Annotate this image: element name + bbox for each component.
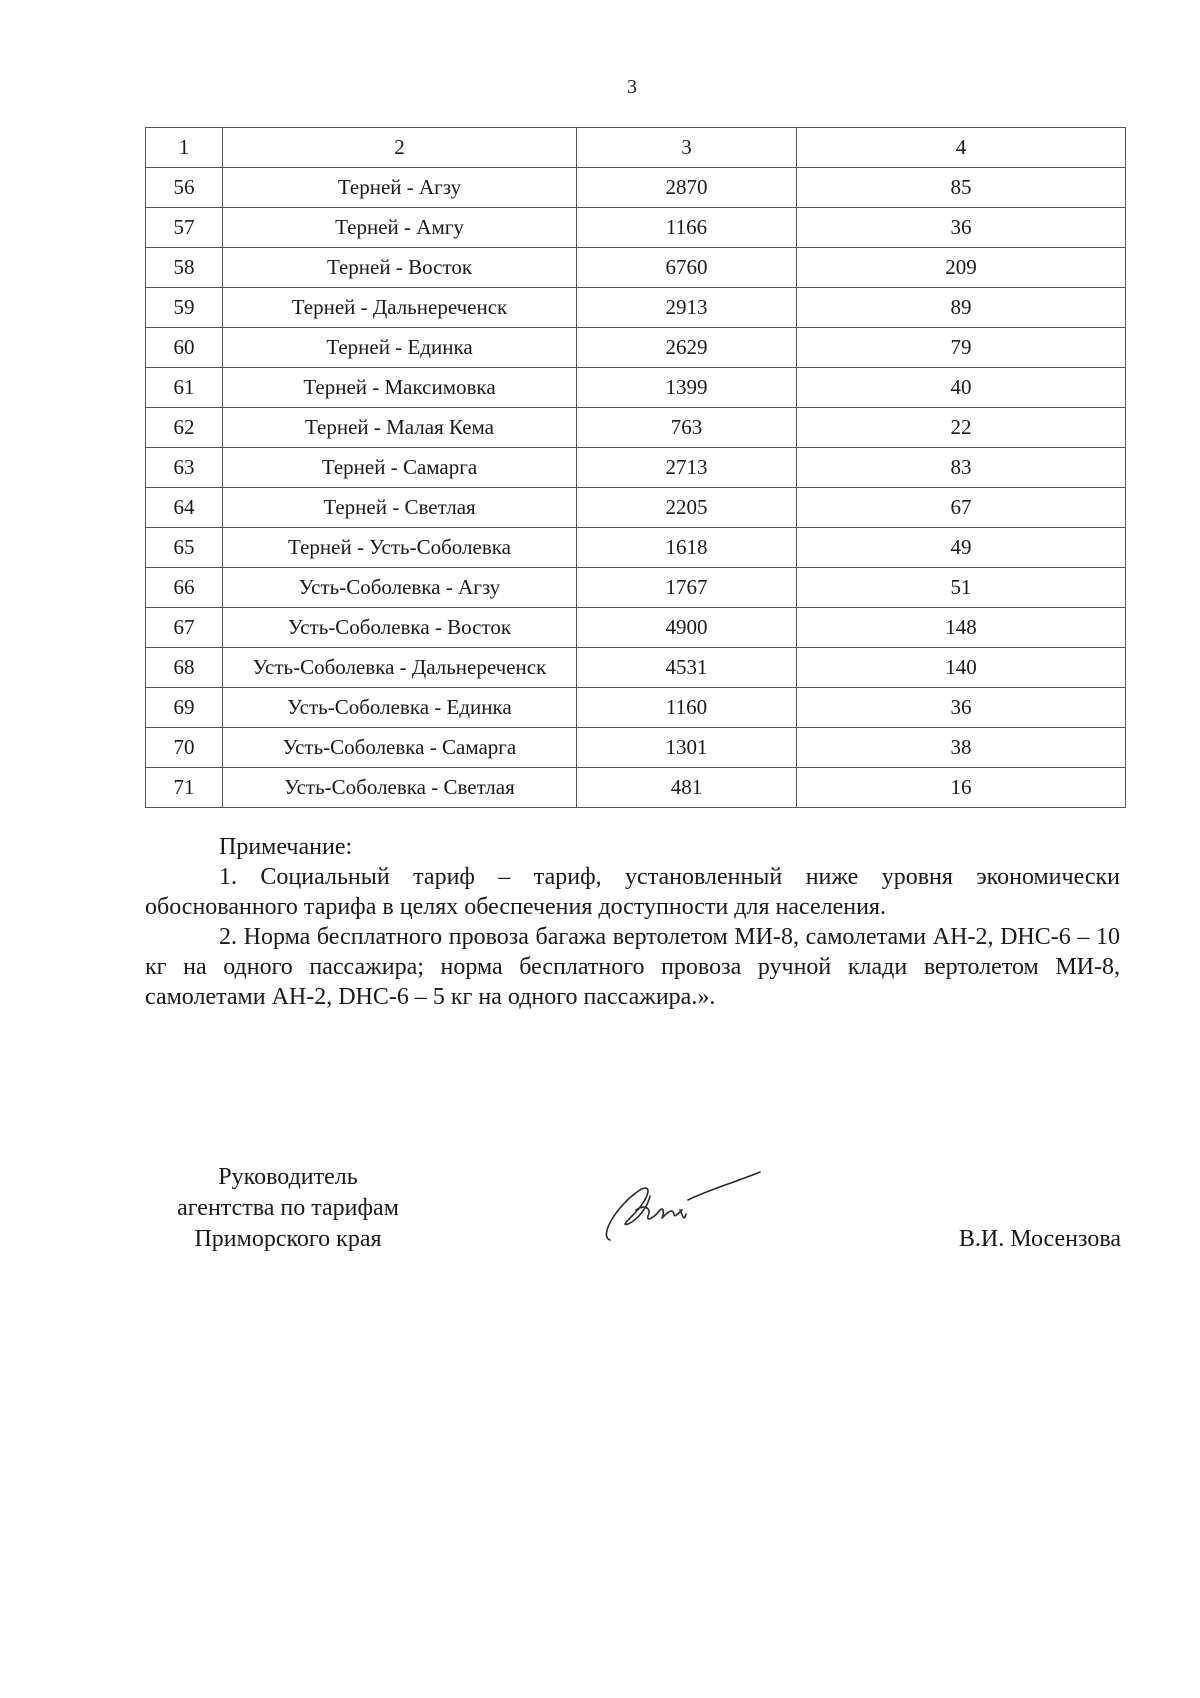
table-cell-col-1: 56 xyxy=(146,168,223,208)
table-cell-col-3: 1160 xyxy=(577,688,797,728)
table-cell-col-3: 2629 xyxy=(577,328,797,368)
table-cell-col-2: Терней - Амгу xyxy=(223,208,577,248)
table-cell-col-1: 61 xyxy=(146,368,223,408)
table-cell-col-3: 1767 xyxy=(577,568,797,608)
table-header-row xyxy=(146,128,1126,168)
table-row xyxy=(146,648,1126,688)
table-cell-col-1: 63 xyxy=(146,448,223,488)
table-cell-col-4: 89 xyxy=(797,288,1126,328)
table-row xyxy=(146,248,1126,288)
table-cell-col-4: 36 xyxy=(797,688,1126,728)
table-row xyxy=(146,728,1126,768)
table-cell-col-2: Усть-Соболевка - Самарга xyxy=(223,728,577,768)
table-row xyxy=(146,768,1126,808)
table-cell-col-3: 1618 xyxy=(577,528,797,568)
table-cell-col-3: 763 xyxy=(577,408,797,448)
table-cell-col-1: 64 xyxy=(146,488,223,528)
table-cell-col-2: Терней - Максимовка xyxy=(223,368,577,408)
table-cell-col-1: 68 xyxy=(146,648,223,688)
table-cell-col-4: 83 xyxy=(797,448,1126,488)
table-cell-col-1: 70 xyxy=(146,728,223,768)
table-row xyxy=(146,448,1126,488)
table-cell-col-1: 69 xyxy=(146,688,223,728)
notes-section xyxy=(145,832,1120,1012)
table-cell-col-3: 4900 xyxy=(577,608,797,648)
header-cell-1: 1 xyxy=(146,128,223,168)
table-cell-col-2: Терней - Самарга xyxy=(223,448,577,488)
table-cell-col-4: 79 xyxy=(797,328,1126,368)
table-cell-col-2: Терней - Единка xyxy=(223,328,577,368)
tariff-table xyxy=(145,127,1126,808)
table-cell-col-1: 60 xyxy=(146,328,223,368)
table-cell-col-2: Терней - Агзу xyxy=(223,168,577,208)
note-item-2: 2. Норма бесплатного провоза багажа вертолетом МИ-8, самолетами АН-2, DHC-6 – 10 кг на одного пассажира; норма бесплатного провоза ручной клади вертолетом МИ-8, самолетами АН-2, DHC-6 – 5 кг на одного пассажира.». xyxy=(145,924,1120,1010)
table-cell-col-4: 40 xyxy=(797,368,1126,408)
table-cell-col-3: 4531 xyxy=(577,648,797,688)
table-row xyxy=(146,608,1126,648)
signer-name: В.И. Мосензова xyxy=(958,1226,1121,1252)
table-cell-col-3: 1166 xyxy=(577,208,797,248)
signer-position-line: Приморского края xyxy=(194,1226,382,1252)
table-cell-col-4: 16 xyxy=(797,768,1126,808)
table-cell-col-3: 6760 xyxy=(577,248,797,288)
signer-position-line: агентства по тарифам xyxy=(177,1195,399,1221)
table-cell-col-1: 58 xyxy=(146,248,223,288)
table-cell-col-2: Терней - Восток xyxy=(223,248,577,288)
table-cell-col-2: Терней - Усть-Соболевка xyxy=(223,528,577,568)
table-row xyxy=(146,488,1126,528)
table-cell-col-1: 59 xyxy=(146,288,223,328)
page-number: 3 xyxy=(627,76,637,98)
table-cell-col-4: 67 xyxy=(797,488,1126,528)
table-cell-col-4: 49 xyxy=(797,528,1126,568)
table-cell-col-2: Терней - Дальнереченск xyxy=(223,288,577,328)
table-cell-col-4: 209 xyxy=(797,248,1126,288)
table-cell-col-3: 1301 xyxy=(577,728,797,768)
notes-heading: Примечание: xyxy=(219,834,353,860)
signer-position xyxy=(138,1162,438,1255)
signer-position-line: Руководитель xyxy=(218,1164,358,1190)
table-row xyxy=(146,368,1126,408)
table-cell-col-3: 2870 xyxy=(577,168,797,208)
table-cell-col-4: 140 xyxy=(797,648,1126,688)
table-cell-col-4: 22 xyxy=(797,408,1126,448)
table-cell-col-3: 1399 xyxy=(577,368,797,408)
table-cell-col-4: 36 xyxy=(797,208,1126,248)
header-cell-3: 3 xyxy=(577,128,797,168)
header-cell-2: 2 xyxy=(223,128,577,168)
table-cell-col-3: 481 xyxy=(577,768,797,808)
table-cell-col-4: 148 xyxy=(797,608,1126,648)
table-cell-col-4: 38 xyxy=(797,728,1126,768)
table-cell-col-2: Усть-Соболевка - Агзу xyxy=(223,568,577,608)
table-cell-col-4: 51 xyxy=(797,568,1126,608)
table-row xyxy=(146,568,1126,608)
table-cell-col-2: Терней - Светлая xyxy=(223,488,577,528)
note-item-1: 1. Социальный тариф – тариф, установленный ниже уровня экономически обоснованного тарифа в целях обеспечения доступности для населения. xyxy=(145,864,1120,920)
table-row xyxy=(146,528,1126,568)
table-cell-col-2: Усть-Соболевка - Восток xyxy=(223,608,577,648)
table-cell-col-1: 71 xyxy=(146,768,223,808)
table-row xyxy=(146,408,1126,448)
table-row xyxy=(146,328,1126,368)
table-cell-col-3: 2205 xyxy=(577,488,797,528)
table-cell-col-1: 62 xyxy=(146,408,223,448)
table-cell-col-1: 67 xyxy=(146,608,223,648)
table-cell-col-2: Усть-Соболевка - Единка xyxy=(223,688,577,728)
table-cell-col-2: Терней - Малая Кема xyxy=(223,408,577,448)
table-cell-col-2: Усть-Соболевка - Светлая xyxy=(223,768,577,808)
table-cell-col-2: Усть-Соболевка - Дальнереченск xyxy=(223,648,577,688)
table-row xyxy=(146,688,1126,728)
tariff-table-body xyxy=(146,128,1126,808)
table-cell-col-1: 65 xyxy=(146,528,223,568)
table-cell-col-3: 2713 xyxy=(577,448,797,488)
table-cell-col-1: 57 xyxy=(146,208,223,248)
table-cell-col-4: 85 xyxy=(797,168,1126,208)
header-cell-4: 4 xyxy=(797,128,1126,168)
handwritten-signature xyxy=(588,1152,768,1252)
table-row xyxy=(146,208,1126,248)
table-cell-col-1: 66 xyxy=(146,568,223,608)
table-row xyxy=(146,288,1126,328)
table-row xyxy=(146,168,1126,208)
table-cell-col-3: 2913 xyxy=(577,288,797,328)
